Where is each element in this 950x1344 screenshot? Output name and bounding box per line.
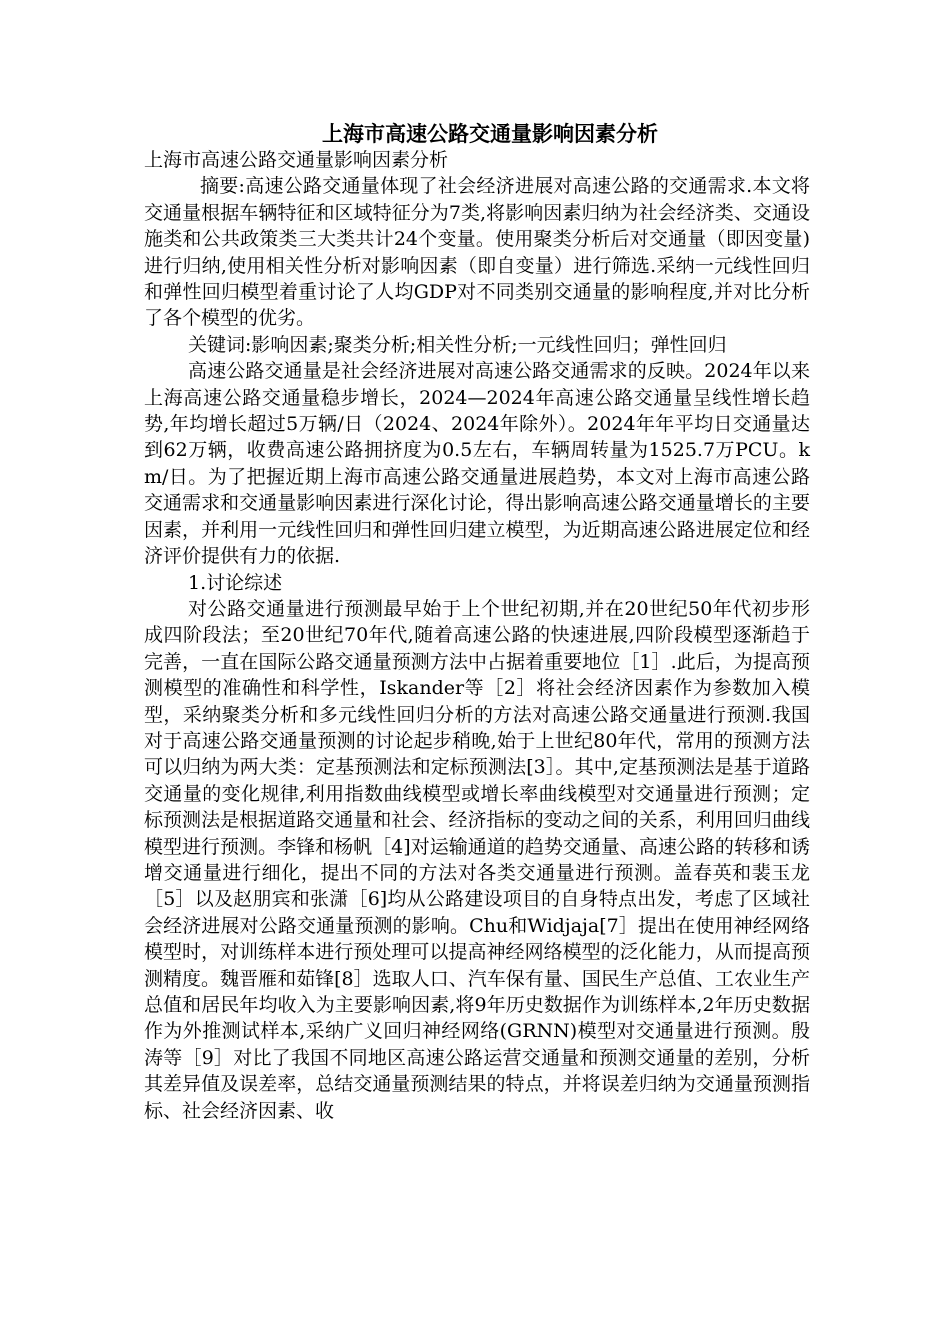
document-page — [144, 120, 810, 1124]
section-body-paragraph: 对公路交通量进行预测最早始于上个世纪初期,并在20世纪50年代初步形成四阶段法；至20世纪70年代,随着高速公路的快速进展,四阶段模型逐渐趋于完善，一直在国际公路交通量预测方法中占据着重要地位［1］.此后，为提高预测模型的准确性和科学性，Iskander等［2］将社会经济因素作为参数加入模型，采纳聚类分析和多元线性回归分析的方法对高速公路交通量进行预测.我国对于高速公路交通量预测的讨论起步稍晚,始于上世纪80年代，常用的预测方法可以归纳为两大类：定基预测法和定标预测法[3］。其中,定基预测法是基于道路交通量的变化规律,利用指数曲线模型或增长率曲线模型对交通量进行预测；定标预测法是根据道路交通量和社会、经济指标的变动之间的关系，利用回归曲线模型进行预测。李锋和杨帆［4]对运输通道的趋势交通量、高速公路的转移和诱增交通量进行细化，提出不同的方法对各类交通量进行预测。盖春英和裴玉龙［5］以及赵朋宾和张潇［6]均从公路建设项目的自身特点出发，考虑了区域社会经济进展对公路交通量预测的影响。Chu和Widjaja[7］提出在使用神经网络模型时，对训练样本进行预处理可以提高神经网络模型的泛化能力，从而提高预测精度。魏晋雁和茹锋[8］选取人口、汽车保有量、国民生产总值、工农业生产总值和居民年均收入为主要影响因素,将9年历史数据作为训练样本,2年历史数据作为外推测试样本,采纳广义回归神经网络(GRNN)模型对交通量进行预测。殷涛等［9］对比了我国不同地区高速公路运营交通量和预测交通量的差别，分析其差异值及误差率，总结交通量预测结果的特点，并将误差归纳为交通量预测指标、社会经济因素、收 — [144, 597, 810, 1122]
document-title: 上海市高速公路交通量影响因素分析 — [322, 121, 658, 146]
keywords-paragraph: 关键词:影响因素;聚类分析;相关性分析;一元线性回归；弹性回归 — [188, 333, 727, 356]
intro-paragraph: 高速公路交通量是社会经济进展对高速公路交通需求的反映。2024年以来上海高速公路交通量稳步增长，2024—2024年高速公路交通量呈线性增长趋势,年均增长超过5万辆/日（2024、2024年除外）。2024年年平均日交通量达到62万辆，收费高速公路拥挤度为0.5左右，车辆周转量为1525.7万PCU。km/日。为了把握近期上海市高速公路交通量进展趋势，本文对上海市高速公路交通需求和交通量影响因素进行深化讨论，得出影响高速公路交通量增长的主要因素，并利用一元线性回归和弹性回归建立模型，为近期高速公路进展定位和经济评价提供有力的依据. — [144, 360, 810, 568]
document-subtitle: 上海市高速公路交通量影响因素分析 — [144, 149, 449, 171]
section-heading: 1.讨论综述 — [188, 571, 283, 594]
abstract-paragraph: 摘要:高速公路交通量体现了社会经济进展对高速公路的交通需求.本文将交通量根据车辆特征和区域特征分为7类,将影响因素归纳为社会经济类、交通设施类和公共政策类三大类共计24个变量。使用聚类分析后对交通量（即因变量)进行归纳,使用相关性分析对影响因素（即自变量）进行筛选.采纳一元线性回归和弹性回归模型着重讨论了人均GDP对不同类别交通量的影响程度,并对比分析了各个模型的优劣。 — [144, 175, 810, 330]
